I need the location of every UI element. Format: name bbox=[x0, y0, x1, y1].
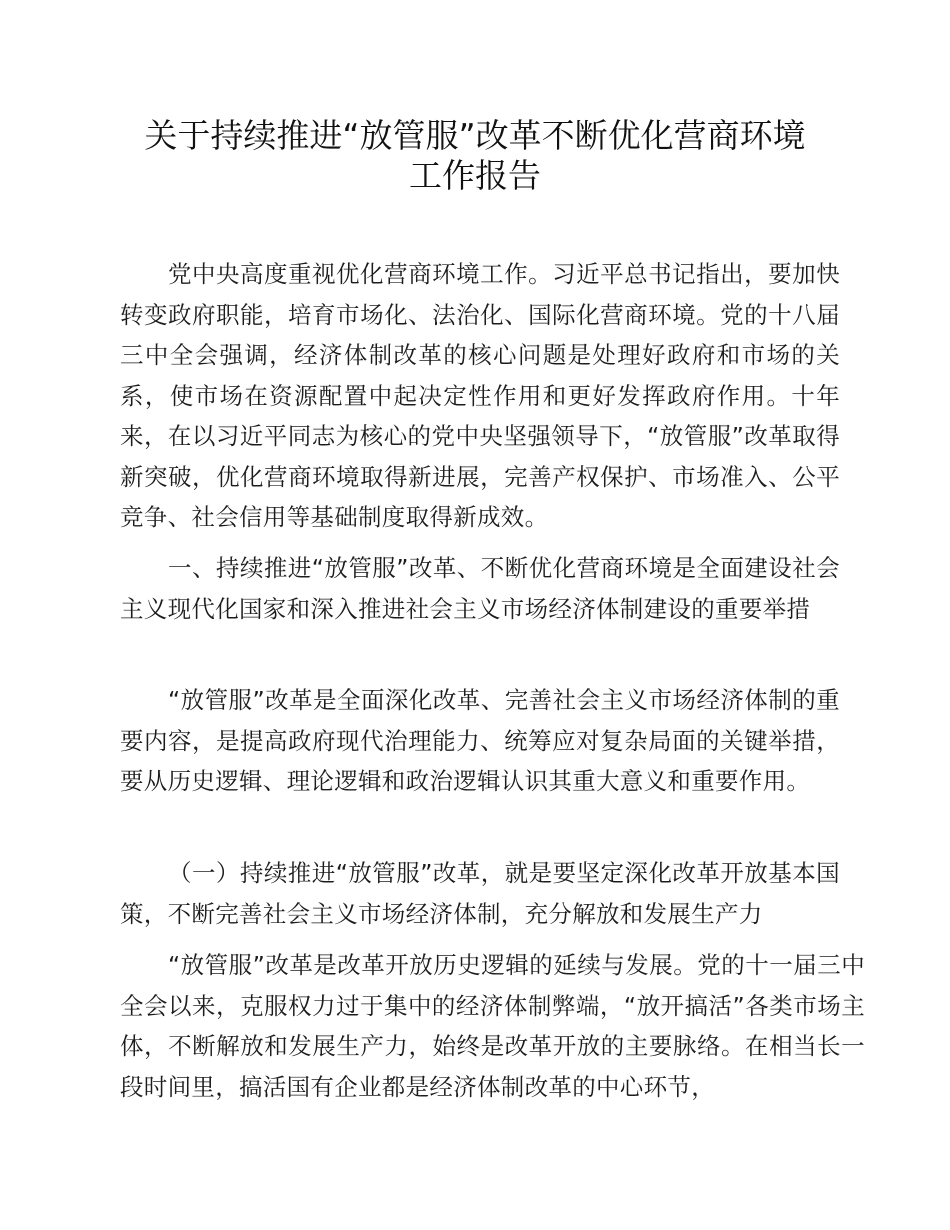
paragraph-intro: 党中央高度重视优化营商环境工作。习近平总书记指出，要加快转变政府职能，培育市场化、法治化、国际化营商环境。党的十八届三中全会强调，经济体制改革的核心问题是处理好政府和市场的关系，使市场在资源配置中起决定性作用和更好发挥政府作用。十年来，在以习近平同志为核心的党中央坚强领导下，“放管服”改革取得新突破，优化营商环境取得新进展，完善产权保护、市场准入、公平竞争、社会信用等基础制度取得新成效。 bbox=[120, 260, 840, 531]
document-title-line-2: 工作报告 bbox=[409, 156, 541, 195]
paragraph-section-1-body: “放管服”改革是全面深化改革、完善社会主义市场经济体制的重要内容，是提高政府现代治理能力、统筹应对复杂局面的关键举措，要从历史逻辑、理论逻辑和政治逻辑认识其重大意义和重要作用。 bbox=[120, 686, 840, 795]
document-title-line-1: 关于持续推进“放管服”改革不断优化营商环境 bbox=[144, 116, 806, 155]
section-heading-1: 一、持续推进“放管服”改革、不断优化营商环境是全面建设社会主义现代化国家和深入推进社会主义市场经济体制建设的重要举措 bbox=[120, 554, 840, 623]
paragraph-subsection-1-body: “放管服”改革是改革开放历史逻辑的延续与发展。党的十一届三中全会以来，克服权力过于集中的经济体制弊端，“放开搞活”各类市场主体，不断解放和发展生产力，始终是改革开放的主要脉络。在相当长一段时间里，搞活国有企业都是经济体制改革的中心环节， bbox=[120, 951, 865, 1101]
subsection-heading-1: （一）持续推进“放管服”改革，就是要坚定深化改革开放基本国策，不断完善社会主义市场经济体制，充分解放和发展生产力 bbox=[120, 859, 840, 928]
